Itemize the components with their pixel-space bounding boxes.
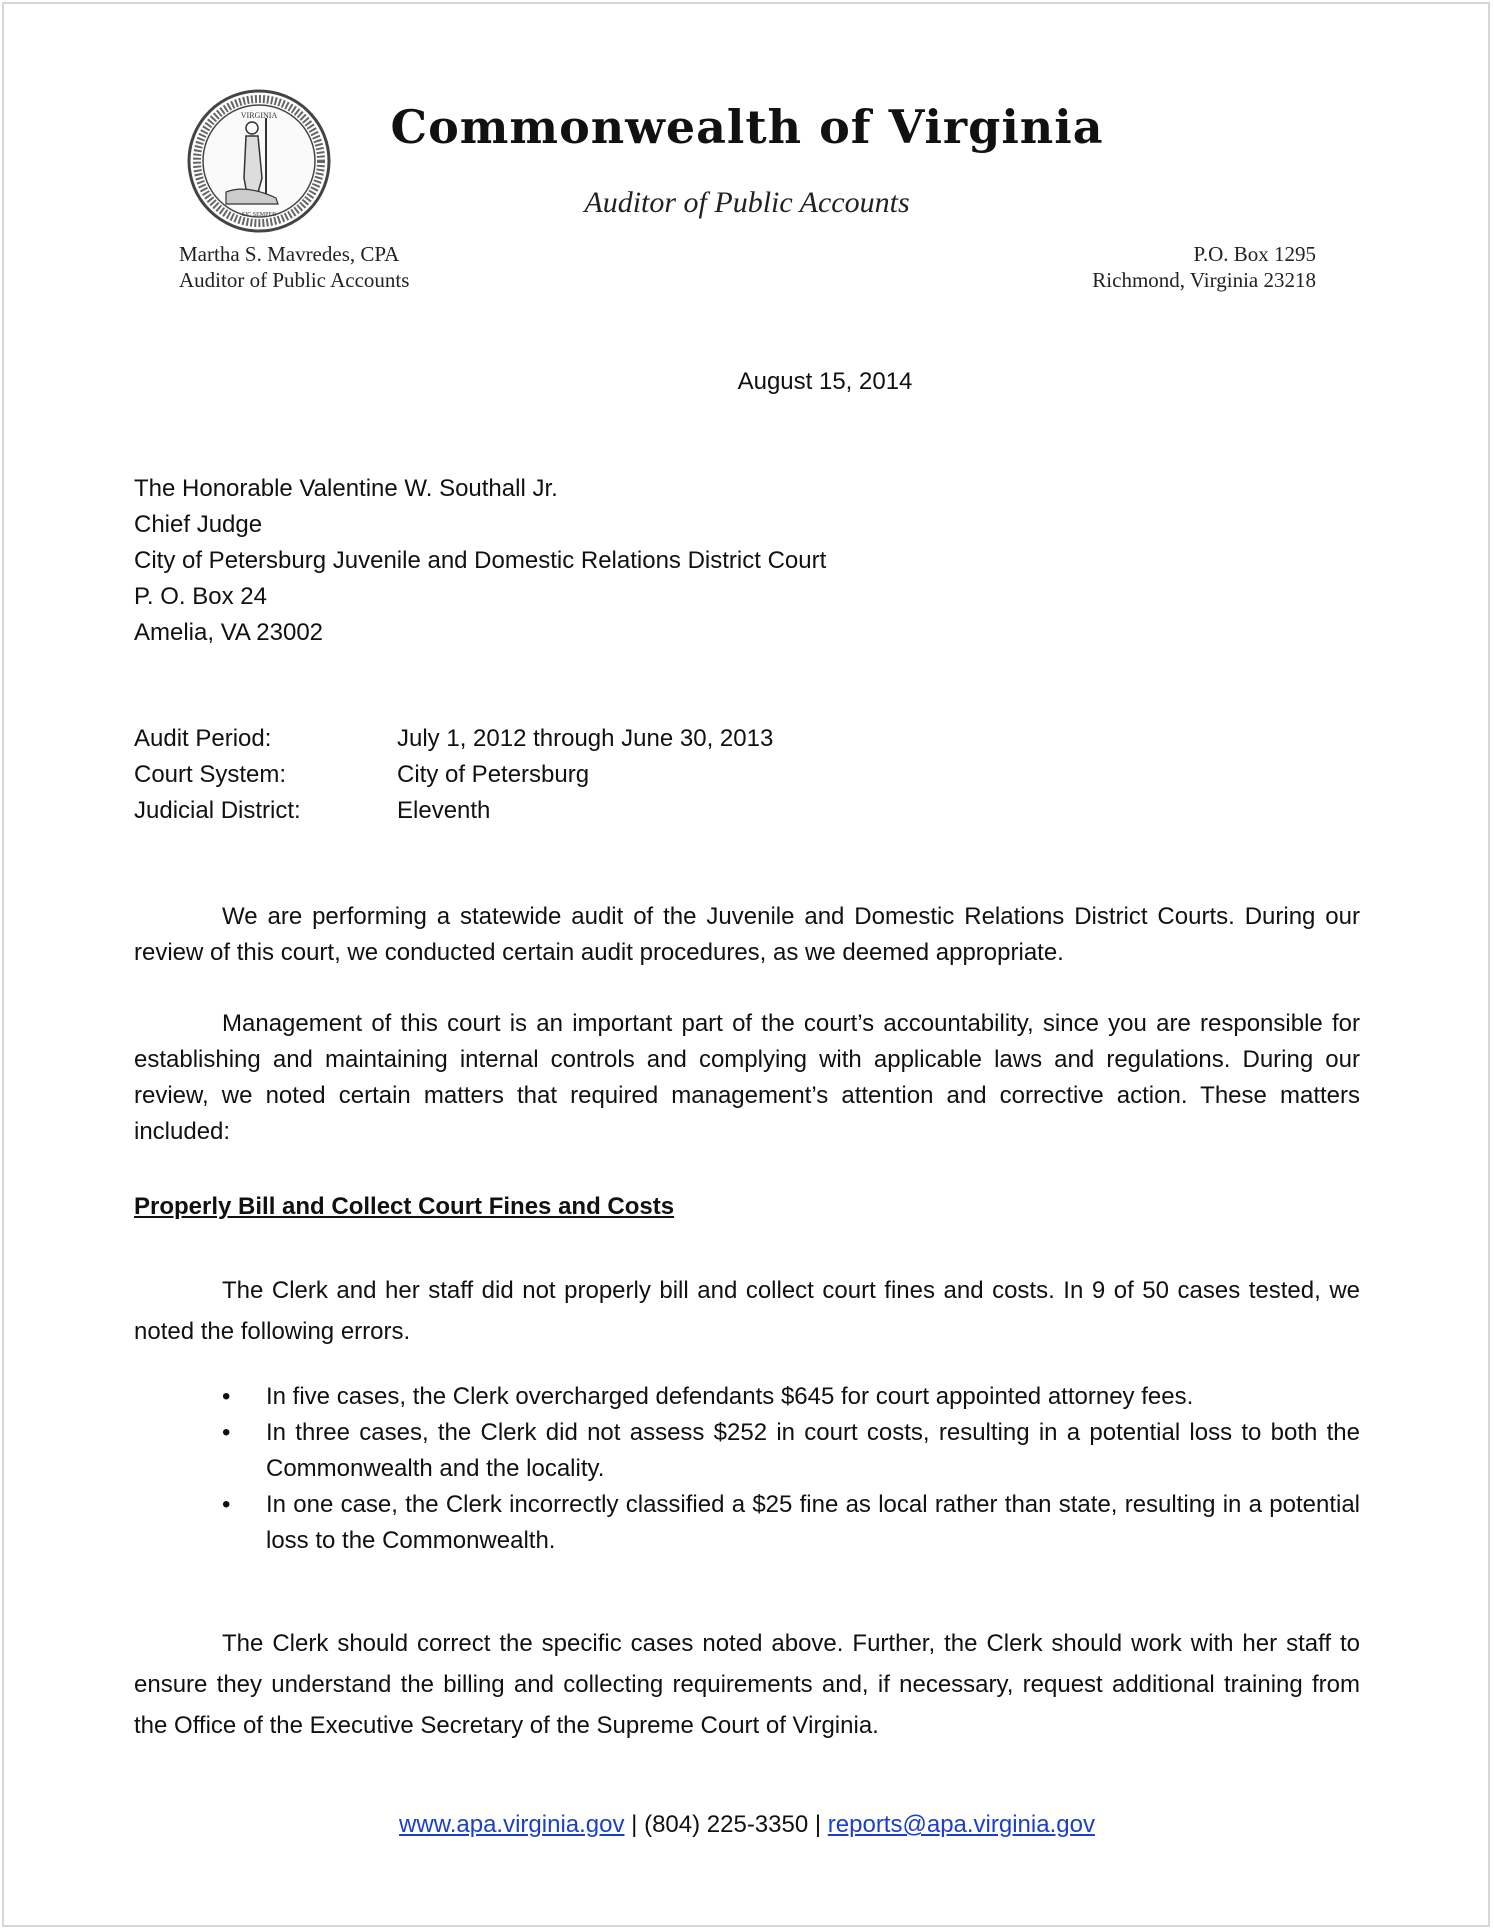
paragraph-finding — [134, 1270, 1360, 1352]
list-item — [222, 1487, 1360, 1559]
court-system-row — [134, 757, 773, 793]
po-box: P.O. Box 1295 — [1193, 242, 1316, 266]
auditor-title: Auditor of Public Accounts — [179, 268, 410, 292]
list-item — [222, 1415, 1360, 1487]
website-link[interactable]: www.apa.virginia.gov — [399, 1811, 625, 1838]
label: Audit Period: — [134, 725, 272, 752]
paragraph-text: The Clerk and her staff did not properly bill and collect court fines and costs. In 9 of 50 cases tested, we noted the following errors. — [134, 1277, 1360, 1345]
separator: | — [624, 1811, 645, 1838]
paragraph-text: We are performing a statewide audit of the Juvenile and Domestic Relations District Courts. During our review of this court, we conducted certain audit procedures, as we deemed appropriate. — [134, 903, 1360, 966]
recipient-line: P. O. Box 24 — [134, 583, 267, 610]
list-item — [222, 1379, 1360, 1415]
finding-heading: Properly Bill and Collect Court Fines and Costs — [134, 1193, 675, 1220]
recipient-line: City of Petersburg Juvenile and Domestic Relations District Court — [134, 547, 827, 574]
paragraph-recommendation — [134, 1623, 1360, 1746]
letterhead-title: Commonwealth of Virginia — [390, 100, 1104, 154]
auditor-name-block — [179, 241, 409, 293]
judicial-district-row — [134, 793, 773, 829]
paragraph-text: The Clerk should correct the specific cases noted above. Further, the Clerk should work with her staff to ensure they understand the billing and collecting requirements and, if necessary, request additional training from the Office of the Executive Secretary of the Supreme Court of Virginia. — [134, 1630, 1360, 1739]
letter-date: August 15, 2014 — [737, 368, 913, 395]
footer — [0, 1807, 1494, 1843]
audit-details — [134, 721, 773, 829]
recipient-line: Chief Judge — [134, 511, 263, 538]
bullet-icon: • — [222, 1383, 231, 1410]
list-item-text: In three cases, the Clerk did not assess $252 in court costs, resulting in a potential loss to both the Commonwealth and the locality. — [266, 1419, 1360, 1482]
svg-text:VIRGINIA: VIRGINIA — [240, 111, 278, 120]
audit-period-row — [134, 721, 773, 757]
separator: | — [808, 1811, 828, 1838]
paragraph-text: Management of this court is an important part of the court’s accountability, since you are responsible for establishing and maintaining internal controls and complying with applicable laws and regulations. During our review, we noted certain matters that required management’s attention and corrective action. These matters included: — [134, 1010, 1360, 1145]
value: July 1, 2012 through June 30, 2013 — [397, 725, 774, 752]
label: Judicial District: — [134, 797, 301, 824]
value: City of Petersburg — [397, 761, 590, 788]
bullet-icon: • — [222, 1491, 231, 1518]
letterhead-subtitle: Auditor of Public Accounts — [584, 186, 910, 219]
phone-number: (804) 225-3350 — [644, 1811, 809, 1838]
label: Court System: — [134, 761, 287, 788]
recipient-address — [134, 471, 826, 651]
email-link[interactable]: reports@apa.virginia.gov — [827, 1811, 1095, 1838]
paragraph-management — [134, 1006, 1360, 1150]
error-list — [222, 1379, 1360, 1559]
value: Eleventh — [397, 797, 491, 824]
svg-text:SIC SEMPER: SIC SEMPER — [241, 212, 277, 218]
list-item-text: In one case, the Clerk incorrectly classified a $25 fine as local rather than state, resulting in a potential loss to the Commonwealth. — [266, 1491, 1360, 1554]
office-address-block — [1092, 241, 1316, 293]
bullet-icon: • — [222, 1419, 231, 1446]
list-item-text: In five cases, the Clerk overcharged defendants $645 for court appointed attorney fees. — [266, 1383, 1194, 1410]
paragraph-intro — [134, 899, 1360, 971]
auditor-name: Martha S. Mavredes, CPA — [179, 242, 400, 266]
recipient-line: Amelia, VA 23002 — [134, 619, 324, 646]
recipient-line: The Honorable Valentine W. Southall Jr. — [134, 475, 558, 502]
city-state-zip: Richmond, Virginia 23218 — [1092, 268, 1316, 292]
